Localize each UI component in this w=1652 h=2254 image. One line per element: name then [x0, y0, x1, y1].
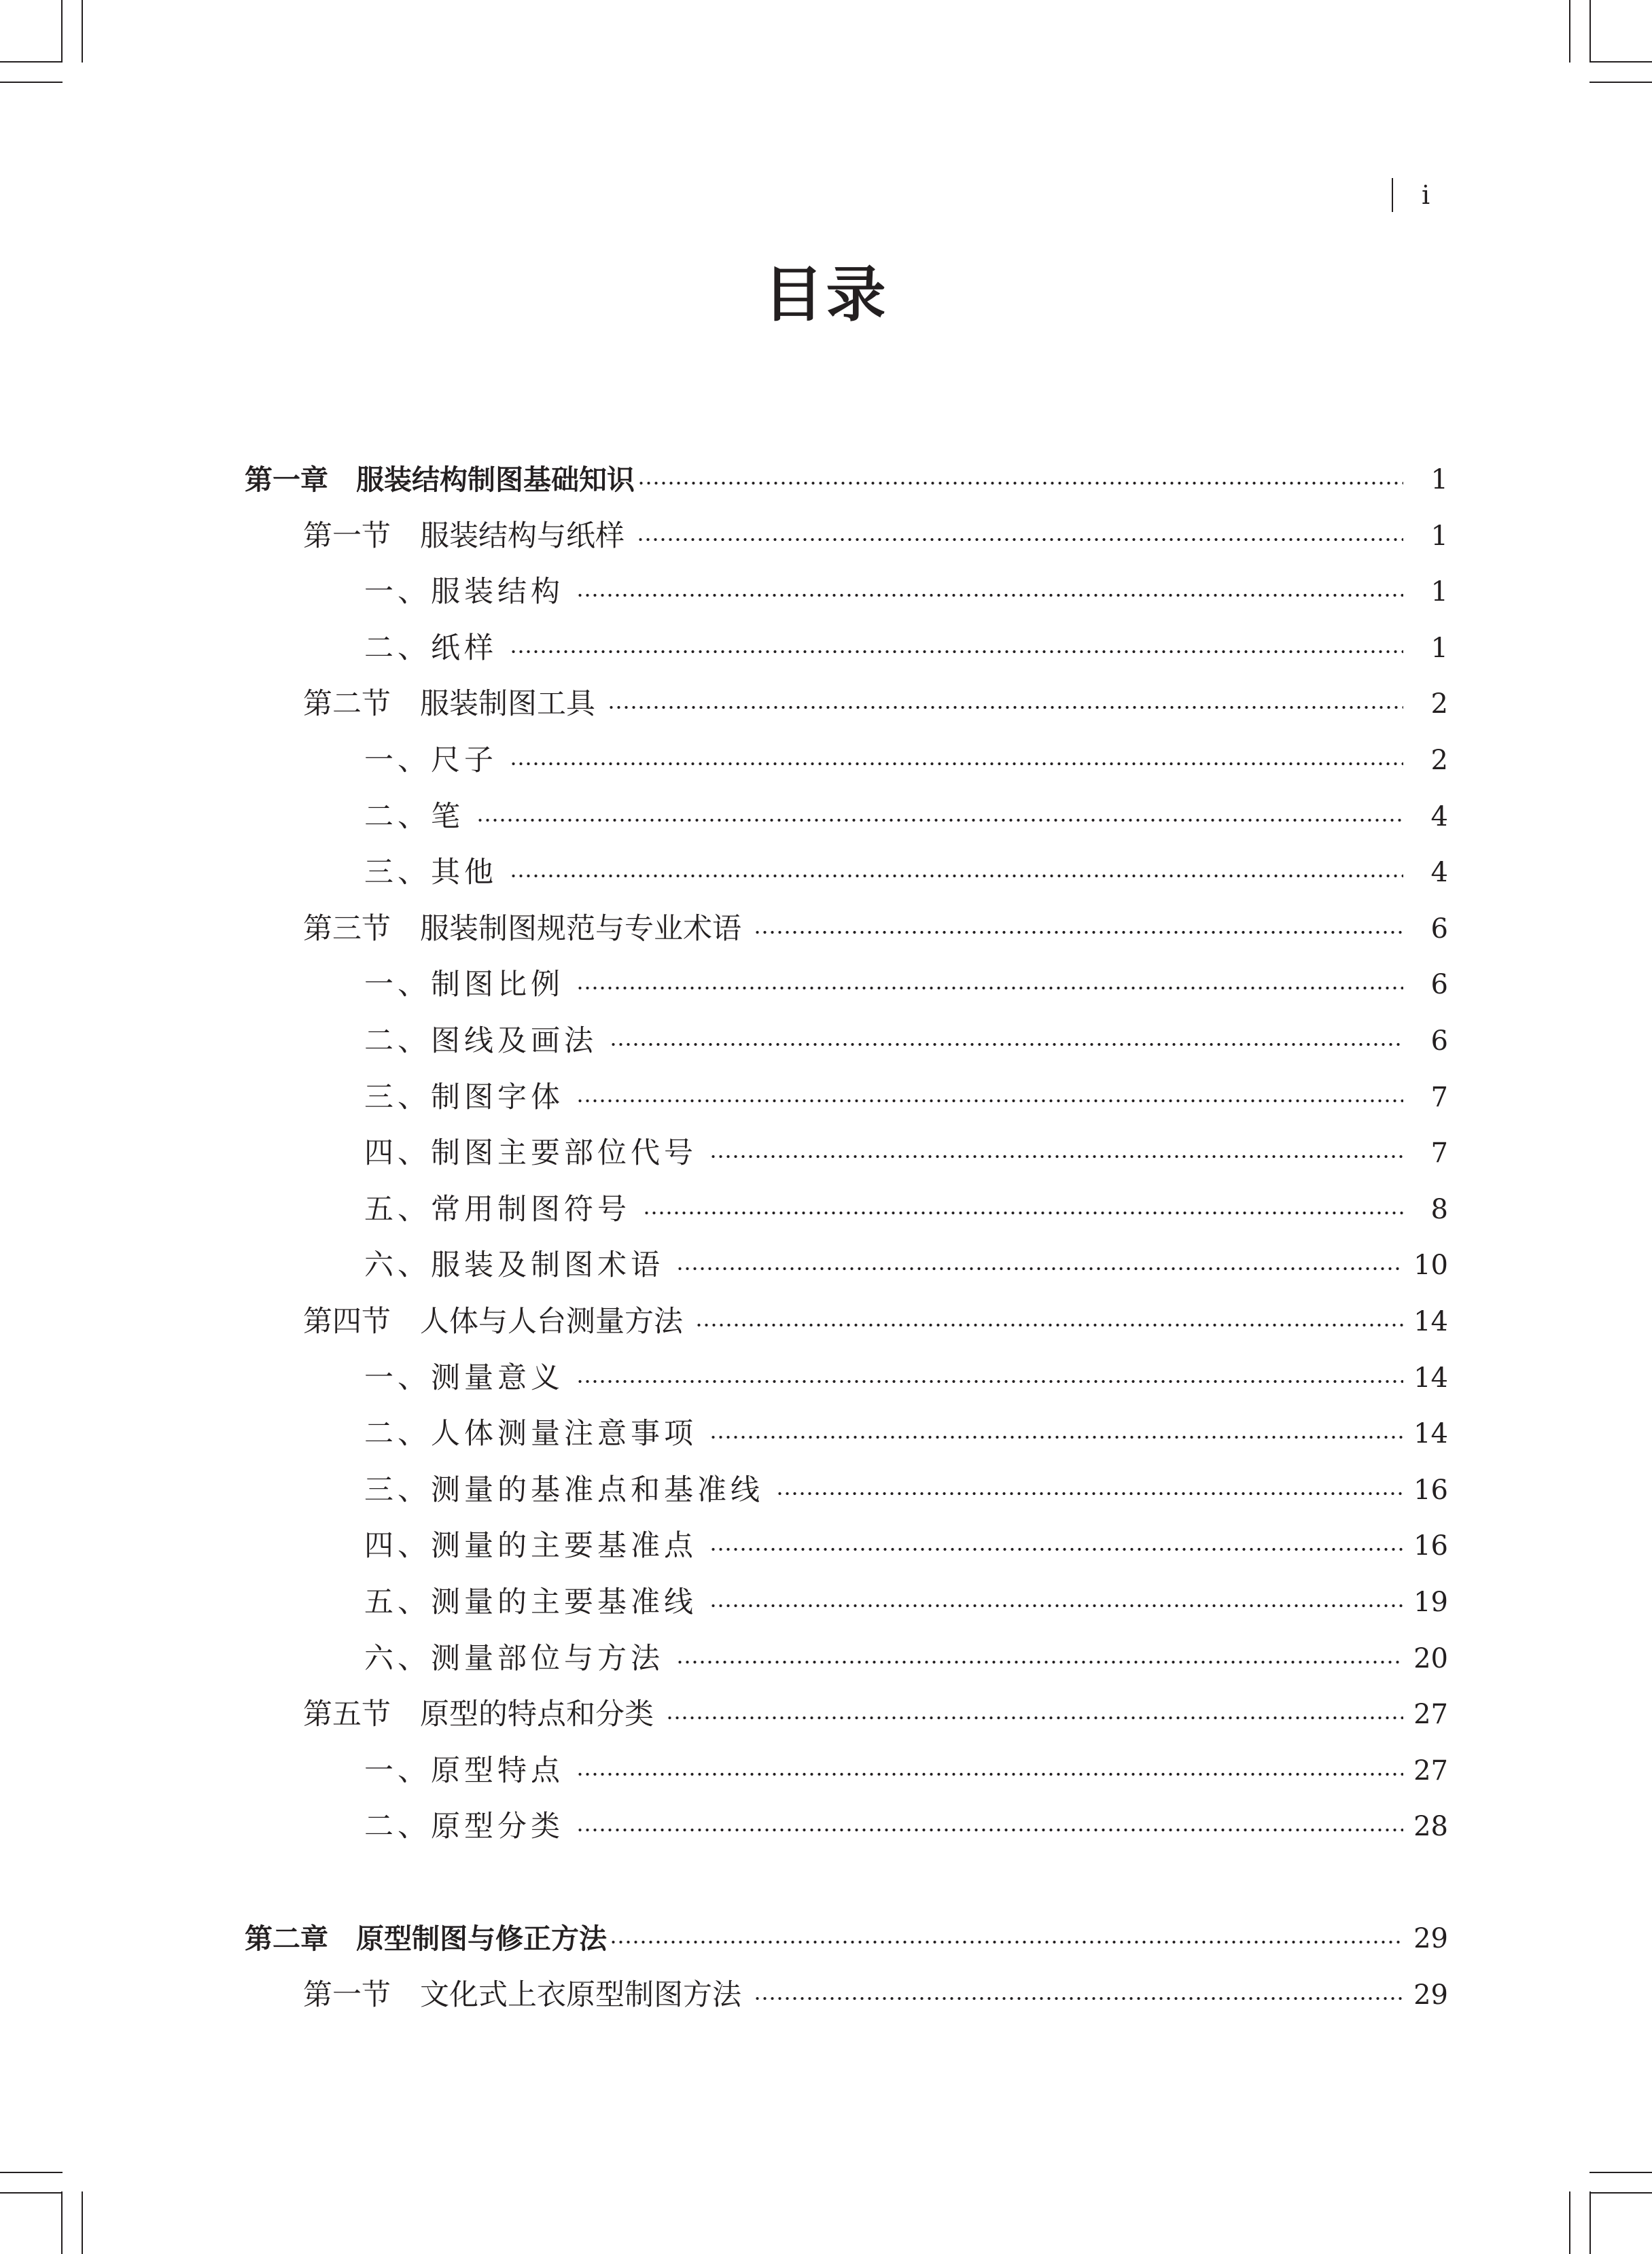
dot-leader [637, 538, 1403, 542]
toc-entry-item[interactable] [364, 798, 1448, 836]
toc-entry-page: 14 [1413, 1362, 1448, 1394]
toc-entry-section[interactable] [303, 1976, 1448, 2014]
dot-leader [676, 1660, 1403, 1664]
toc-entry-page: 28 [1413, 1811, 1448, 1842]
toc-entry-page: 16 [1413, 1475, 1448, 1506]
toc-entry-label: 一、尺子 [364, 743, 497, 777]
toc-entry-label: 四、测量的主要基准点 [364, 1529, 697, 1563]
toc-entry-section[interactable] [303, 1303, 1448, 1341]
toc-entry-page: 2 [1430, 688, 1448, 720]
toc-entry-item[interactable] [364, 1191, 1448, 1229]
toc-entry-page: 16 [1413, 1530, 1448, 1562]
toc-entry-label: 二、笔 [364, 800, 464, 834]
toc-entry-label: 一、服装结构 [364, 575, 564, 609]
toc-entry-label: 第一节 服装结构与纸样 [303, 519, 625, 553]
toc-entry-chapter[interactable] [245, 1920, 1448, 1958]
dot-leader [510, 650, 1403, 654]
toc-entry-page: 14 [1413, 1418, 1448, 1449]
toc-entry-page: 27 [1413, 1755, 1448, 1786]
dot-leader [676, 1267, 1403, 1271]
toc-entry-item[interactable] [364, 1415, 1448, 1453]
dot-leader [476, 818, 1403, 822]
toc-entry-label: 六、测量部位与方法 [364, 1642, 664, 1676]
dot-leader [709, 1155, 1403, 1159]
toc-entry-label: 第五节 原型的特点和分类 [303, 1697, 654, 1731]
dot-leader [754, 1996, 1403, 2001]
crop-mark [0, 82, 63, 83]
toc-entry-section[interactable] [303, 1695, 1448, 1733]
header-rule [1392, 178, 1393, 212]
crop-mark [1589, 2172, 1652, 2173]
toc-entry-label: 第一节 文化式上衣原型制图方法 [303, 1978, 741, 2012]
toc-entry-page: 14 [1413, 1306, 1448, 1337]
toc-entry-item[interactable] [364, 741, 1448, 779]
crop-mark [0, 2172, 63, 2173]
toc-entry-section[interactable] [303, 910, 1448, 948]
toc-entry-item[interactable] [364, 853, 1448, 892]
toc-entry-page: 2 [1430, 745, 1448, 776]
crop-mark [61, 2191, 63, 2254]
toc-entry-section[interactable] [303, 517, 1448, 555]
toc-entry-page: 1 [1430, 633, 1448, 664]
crop-mark [1589, 2191, 1591, 2254]
toc-entry-section[interactable] [303, 685, 1448, 723]
toc-entry-chapter[interactable] [245, 461, 1448, 499]
toc-entry-label: 第二节 服装制图工具 [303, 687, 595, 721]
toc-entry-item[interactable] [364, 629, 1448, 667]
crop-mark [1569, 2191, 1570, 2254]
toc-entry-label: 第二章 原型制图与修正方法 [245, 1922, 607, 1955]
toc-entry-page: 27 [1413, 1699, 1448, 1730]
toc-entry-item[interactable] [364, 1246, 1448, 1284]
dot-leader [643, 1211, 1403, 1215]
dot-leader [709, 1435, 1403, 1439]
toc-entry-page: 20 [1413, 1643, 1448, 1674]
toc-entry-label: 二、人体测量注意事项 [364, 1417, 697, 1451]
dot-leader [709, 1547, 1403, 1551]
crop-mark [1589, 2192, 1652, 2194]
running-header [1392, 178, 1430, 212]
toc-entry-item[interactable] [364, 966, 1448, 1004]
dot-leader [695, 1323, 1403, 1327]
dot-leader [576, 1099, 1403, 1103]
toc-entry-label: 三、制图字体 [364, 1080, 564, 1114]
toc-entry-page: 6 [1430, 913, 1448, 945]
toc-entry-label: 二、纸样 [364, 631, 497, 665]
toc-entry-item[interactable] [364, 1752, 1448, 1790]
toc-entry-label: 五、测量的主要基准线 [364, 1585, 697, 1619]
dot-leader [610, 1042, 1403, 1046]
toc-entry-label: 三、其他 [364, 856, 497, 890]
toc-entry-item[interactable] [364, 1808, 1448, 1846]
toc-entry-label: 二、原型分类 [364, 1810, 564, 1844]
toc-entry-page: 1 [1430, 521, 1448, 552]
toc-entry-item[interactable] [364, 1527, 1448, 1565]
toc-entry-page: 4 [1430, 801, 1448, 832]
toc-entry-label: 五、常用制图符号 [364, 1193, 631, 1227]
crop-mark [1589, 0, 1591, 63]
toc-entry-label: 一、测量意义 [364, 1361, 564, 1395]
dot-leader [709, 1604, 1403, 1608]
dot-leader [576, 986, 1403, 990]
toc-entry-label: 二、图线及画法 [364, 1024, 597, 1058]
crop-mark [0, 61, 63, 63]
dot-leader [776, 1492, 1403, 1496]
toc-entry-item[interactable] [364, 1640, 1448, 1678]
dot-leader [576, 1379, 1403, 1384]
toc-entry-page: 29 [1413, 1979, 1448, 2011]
toc-entry-label: 第四节 人体与人台测量方法 [303, 1305, 683, 1339]
crop-mark [1589, 61, 1652, 63]
toc-entry-item[interactable] [364, 1134, 1448, 1172]
toc-title: 目录 [763, 260, 889, 330]
toc-entry-item[interactable] [364, 1359, 1448, 1397]
toc-entry-page: 6 [1430, 969, 1448, 1000]
dot-leader [637, 481, 1403, 485]
toc-entry-label: 四、制图主要部位代号 [364, 1136, 697, 1170]
toc-entry-page: 7 [1430, 1082, 1448, 1113]
crop-mark [0, 2192, 63, 2194]
toc-entry-page: 4 [1430, 857, 1448, 888]
toc-entry-page: 29 [1413, 1923, 1448, 1954]
toc-entry-item[interactable] [364, 1583, 1448, 1621]
toc-entry-page: 8 [1430, 1194, 1448, 1225]
page-number: i [1422, 180, 1430, 210]
toc-entry-label: 一、制图比例 [364, 968, 564, 1002]
toc-entry-label: 三、测量的基准点和基准线 [364, 1473, 764, 1507]
toc-entry-item[interactable] [364, 573, 1448, 611]
dot-leader [576, 1772, 1403, 1776]
toc-entry-label: 第三节 服装制图规范与专业术语 [303, 912, 741, 946]
crop-mark [1569, 0, 1570, 63]
dot-leader [754, 930, 1403, 934]
dot-leader [510, 874, 1403, 878]
dot-leader [610, 1940, 1403, 1944]
toc-entry-label: 一、原型特点 [364, 1754, 564, 1788]
crop-mark [82, 2191, 83, 2254]
dot-leader [666, 1716, 1403, 1720]
toc-entry-item[interactable] [364, 1022, 1448, 1060]
toc-entry-page: 1 [1430, 576, 1448, 607]
toc-entry-page: 1 [1430, 464, 1448, 495]
toc-entry-page: 7 [1430, 1138, 1448, 1169]
crop-mark [61, 0, 63, 63]
toc-entry-label: 六、服装及制图术语 [364, 1248, 664, 1282]
toc-entry-label: 第一章 服装结构制图基础知识 [245, 463, 635, 496]
toc-entry-page: 19 [1413, 1587, 1448, 1618]
dot-leader [510, 762, 1403, 766]
crop-mark [82, 0, 83, 63]
dot-leader [608, 705, 1403, 709]
toc-entry-item[interactable] [364, 1471, 1448, 1509]
crop-mark [1589, 82, 1652, 83]
toc-entry-page: 6 [1430, 1025, 1448, 1057]
toc-entry-page: 10 [1413, 1250, 1448, 1281]
dot-leader [576, 1828, 1403, 1832]
toc-entry-item[interactable] [364, 1078, 1448, 1116]
dot-leader [576, 593, 1403, 597]
